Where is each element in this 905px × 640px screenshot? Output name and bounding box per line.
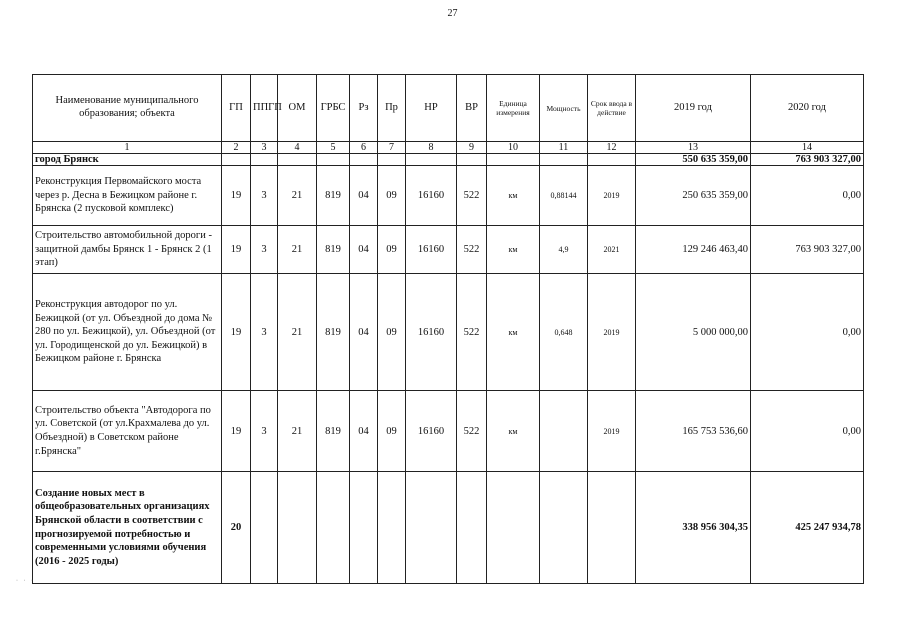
cell-grbs: 819 — [317, 391, 350, 472]
cell-gp: 19 — [222, 226, 251, 274]
cell-2020: 0,00 — [751, 274, 864, 391]
cell-unit: км — [487, 226, 540, 274]
cell-ppgp: 3 — [251, 166, 278, 226]
cell-pr: 09 — [378, 166, 406, 226]
cell-pr: 09 — [378, 226, 406, 274]
column-number: 6 — [350, 142, 378, 154]
header-np: НР — [406, 75, 457, 142]
header-2020: 2020 год — [751, 75, 864, 142]
object-name: Строительство автомобильной дороги - защитной дамбы Брянск 1 - Брянск 2 (1 этап) — [33, 226, 222, 274]
program-total-2020: 425 247 934,78 — [751, 472, 864, 584]
header-pr: Пр — [378, 75, 406, 142]
cell-gp: 19 — [222, 391, 251, 472]
cell-term: 2019 — [588, 274, 636, 391]
cell-pr: 09 — [378, 274, 406, 391]
cell-capacity — [540, 391, 588, 472]
cell-ppgp: 3 — [251, 274, 278, 391]
header-2019: 2019 год — [636, 75, 751, 142]
cell-unit: км — [487, 166, 540, 226]
cell-grbs: 819 — [317, 274, 350, 391]
column-number-row — [33, 142, 864, 154]
cell-rz: 04 — [350, 274, 378, 391]
program-gp: 20 — [222, 472, 251, 584]
cell-2020: 0,00 — [751, 391, 864, 472]
table-row — [33, 274, 864, 391]
program-name: Создание новых мест в общеобразовательных организациях Брянской области в соответствии с прогнозируемой потребностью и современными условиями обучения (2016 - 2025 годы) — [33, 472, 222, 584]
table-row — [33, 391, 864, 472]
cell-capacity: 0,648 — [540, 274, 588, 391]
cell-ppgp: 3 — [251, 226, 278, 274]
column-number: 7 — [378, 142, 406, 154]
cell-np: 16160 — [406, 226, 457, 274]
column-number: 12 — [588, 142, 636, 154]
column-number: 1 — [33, 142, 222, 154]
cell-2019: 5 000 000,00 — [636, 274, 751, 391]
cell-rz: 04 — [350, 166, 378, 226]
cell-pr: 09 — [378, 391, 406, 472]
header-name: Наименование муниципального образования; объекта — [33, 75, 222, 142]
page-number: 27 — [447, 8, 458, 19]
header-vr: ВР — [457, 75, 487, 142]
header-unit: Единица измерения — [487, 75, 540, 142]
cell-vr: 522 — [457, 274, 487, 391]
cell-unit: км — [487, 391, 540, 472]
column-number: 13 — [636, 142, 751, 154]
cell-om: 21 — [278, 226, 317, 274]
cell-term: 2019 — [588, 391, 636, 472]
header-capacity: Мощность — [540, 75, 588, 142]
cell-om: 21 — [278, 166, 317, 226]
cell-term: 2019 — [588, 166, 636, 226]
program-row — [33, 472, 864, 584]
column-number: 8 — [406, 142, 457, 154]
column-number: 14 — [751, 142, 864, 154]
cell-term: 2021 — [588, 226, 636, 274]
cell-unit: км — [487, 274, 540, 391]
cell-ppgp: 3 — [251, 391, 278, 472]
cell-2020: 763 903 327,00 — [751, 226, 864, 274]
table-row — [33, 166, 864, 226]
object-name: Реконструкция автодорог по ул. Бежицкой (от ул. Объездной до дома № 280 по ул. Бежицкой), ул. Объездной (от ул. Городищенской до ул. Бежицкой) в Бежицком районе г. Брянска — [33, 274, 222, 391]
column-number: 9 — [457, 142, 487, 154]
object-name: Строительство объекта "Автодорога по ул. Советской (от ул.Крахмалева до ул. Объездной) в Советском районе г.Брянска" — [33, 391, 222, 472]
column-number: 3 — [251, 142, 278, 154]
scan-marks: · · · — [16, 578, 35, 584]
column-number: 11 — [540, 142, 588, 154]
cell-vr: 522 — [457, 226, 487, 274]
city-total-2019: 550 635 359,00 — [636, 154, 751, 166]
cell-gp: 19 — [222, 274, 251, 391]
column-number: 2 — [222, 142, 251, 154]
cell-np: 16160 — [406, 391, 457, 472]
header-gp: ГП — [222, 75, 251, 142]
header-om: ОМ — [278, 75, 317, 142]
city-total-2020: 763 903 327,00 — [751, 154, 864, 166]
column-number: 10 — [487, 142, 540, 154]
cell-capacity: 0,88144 — [540, 166, 588, 226]
program-total-2019: 338 956 304,35 — [636, 472, 751, 584]
cell-capacity: 4,9 — [540, 226, 588, 274]
cell-vr: 522 — [457, 391, 487, 472]
header-grbs: ГРБС — [317, 75, 350, 142]
cell-rz: 04 — [350, 226, 378, 274]
cell-rz: 04 — [350, 391, 378, 472]
cell-om: 21 — [278, 391, 317, 472]
cell-vr: 522 — [457, 166, 487, 226]
column-number: 5 — [317, 142, 350, 154]
cell-2019: 165 753 536,60 — [636, 391, 751, 472]
cell-grbs: 819 — [317, 166, 350, 226]
header-term: Срок ввода в действие — [588, 75, 636, 142]
city-name: город Брянск — [33, 154, 222, 166]
cell-2019: 250 635 359,00 — [636, 166, 751, 226]
table-row — [33, 226, 864, 274]
cell-grbs: 819 — [317, 226, 350, 274]
budget-table — [32, 74, 864, 584]
object-name: Реконструкция Первомайского моста через р. Десна в Бежицком районе г. Брянска (2 пусковой комплекс) — [33, 166, 222, 226]
header-rz: Рз — [350, 75, 378, 142]
cell-gp: 19 — [222, 166, 251, 226]
cell-2020: 0,00 — [751, 166, 864, 226]
cell-2019: 129 246 463,40 — [636, 226, 751, 274]
header-ppgp: ППГП — [251, 75, 278, 142]
column-number: 4 — [278, 142, 317, 154]
city-row — [33, 154, 864, 166]
cell-om: 21 — [278, 274, 317, 391]
cell-np: 16160 — [406, 274, 457, 391]
cell-np: 16160 — [406, 166, 457, 226]
header-row — [33, 75, 864, 142]
